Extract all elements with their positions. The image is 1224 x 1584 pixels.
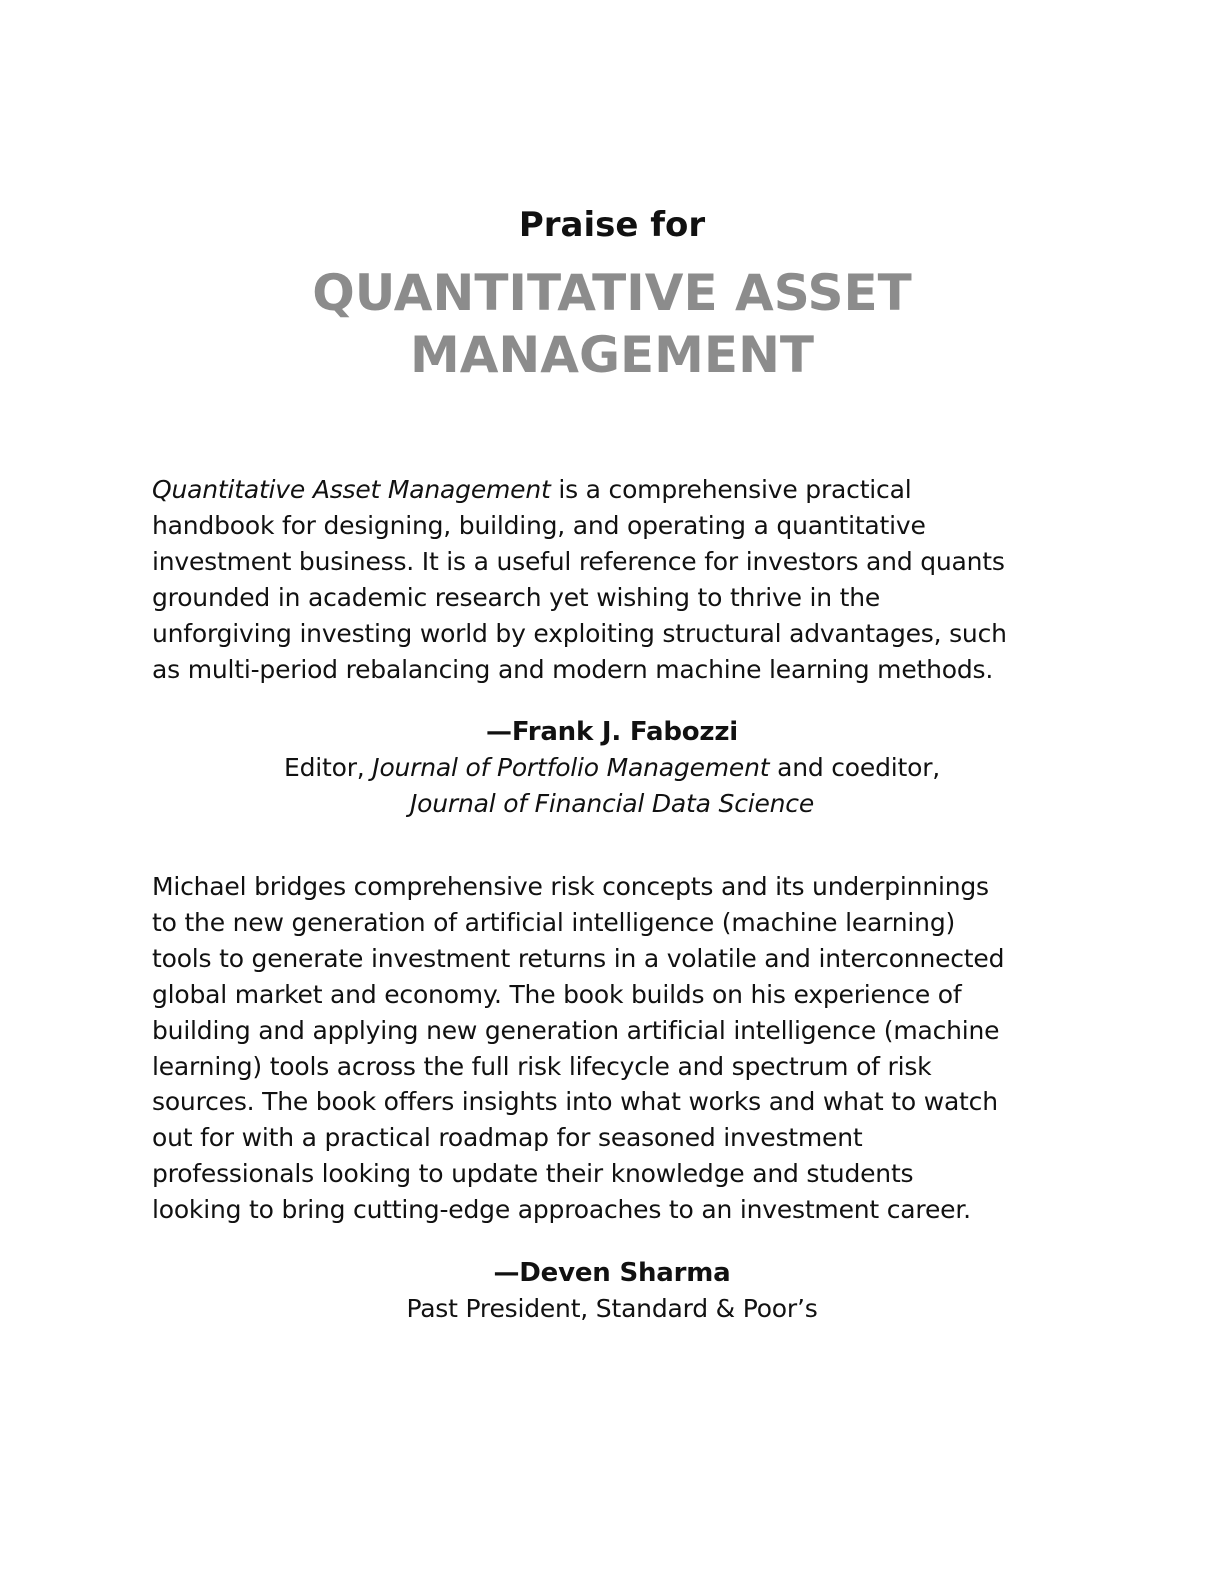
author-name: —Deven Sharma <box>493 1258 731 1288</box>
author-name: —Frank J. Fabozzi <box>486 717 738 747</box>
testimonial-line: handbook for designing, building, and operating a quantitative <box>152 510 926 540</box>
testimonial-line <box>152 472 1072 508</box>
testimonial-line: learning) tools across the full risk lifecycle and spectrum of risk <box>152 1051 932 1081</box>
attribution-sharma <box>0 1255 1224 1327</box>
testimonial-line: global market and economy. The book builds on his experience of <box>152 979 962 1009</box>
author-role: Past President, Standard & Poor’s <box>406 1294 818 1323</box>
journal-name: Journal of Financial Data Science <box>409 789 815 818</box>
testimonial-line: Michael bridges comprehensive risk concepts and its underpinnings <box>152 872 989 901</box>
author-role <box>0 750 1224 786</box>
book-title-line-2: MANAGEMENT <box>409 326 815 384</box>
testimonial-text: is a comprehensive practical <box>550 475 912 504</box>
author-role-text: and coeditor, <box>769 753 941 782</box>
testimonial-line: unforgiving investing world by exploiting structural advantages, such <box>152 618 1007 648</box>
testimonial-line: building and applying new generation artificial intelligence (machine <box>152 1015 1000 1045</box>
testimonial-line: sources. The book offers insights into what works and what to watch <box>152 1087 998 1117</box>
testimonial-line: investment business. It is a useful reference for investors and quants <box>152 546 1005 576</box>
testimonial-line: out for with a practical roadmap for seasoned investment <box>152 1123 863 1153</box>
testimonial-line: professionals looking to update their knowledge and students <box>152 1159 914 1189</box>
book-title <box>0 262 1224 386</box>
attribution-fabozzi <box>0 714 1224 822</box>
testimonial-line: to the new generation of artificial intelligence (machine learning) <box>152 907 956 937</box>
journal-name: Journal of Portfolio Management <box>372 753 770 782</box>
author-role-text: Editor, <box>283 753 373 782</box>
testimonial-sharma <box>152 869 1072 1228</box>
book-title-line-1: QUANTITATIVE ASSET <box>312 264 912 322</box>
book-title-italic: Quantitative Asset Management <box>152 475 551 504</box>
testimonial-line: grounded in academic research yet wishing to thrive in the <box>152 582 881 612</box>
testimonial-line: tools to generate investment returns in a volatile and interconnected <box>152 943 1005 973</box>
testimonial-fabozzi <box>152 472 1072 687</box>
testimonial-line: as multi-period rebalancing and modern machine learning methods. <box>152 654 994 684</box>
testimonial-line: looking to bring cutting-edge approaches to an investment career. <box>152 1195 971 1225</box>
praise-heading: Praise for <box>518 205 706 245</box>
author-role <box>0 786 1224 822</box>
